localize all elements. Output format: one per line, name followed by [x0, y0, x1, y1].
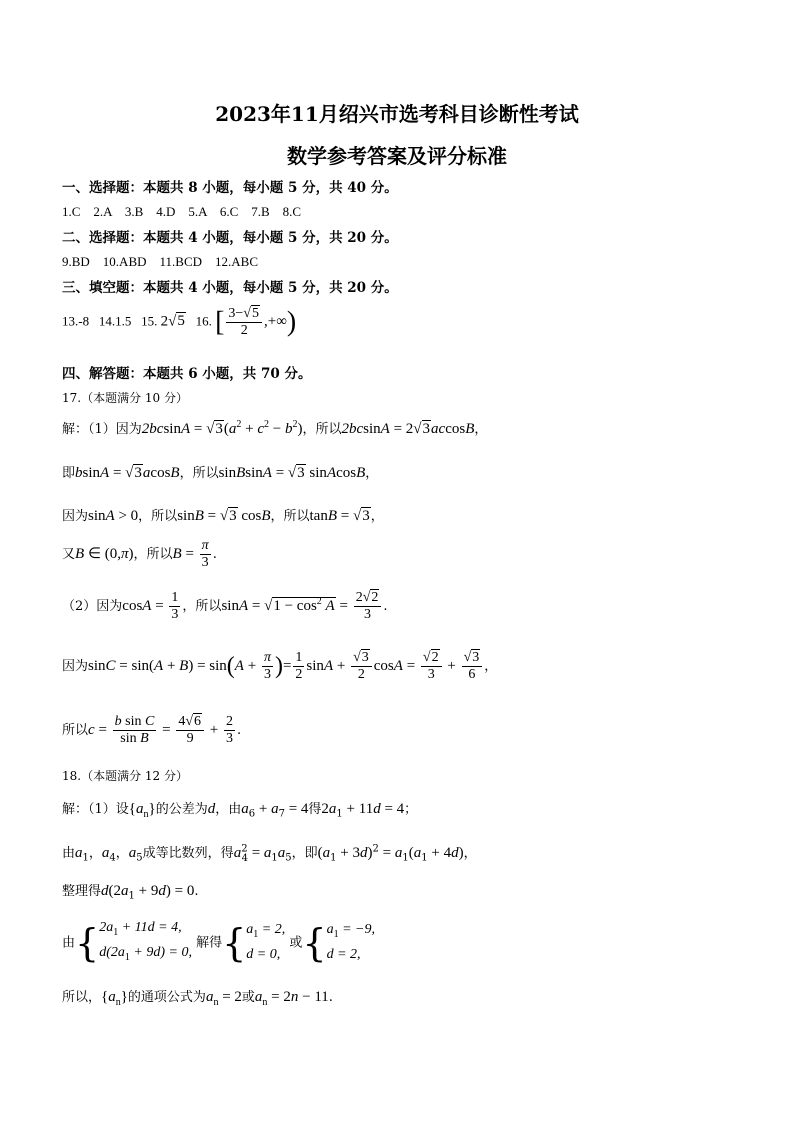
q17-line6: 因为sinC = sin(A + B) = sin(A + $\frac{\pi}{3}$ )= $\frac{1}{2}$ sinA + $\frac{√3}{2}$ cosA = $\frac{√2}{3}$ + $\frac{√3}{6}$ ， [62, 650, 498, 682]
section-4-heading: 四、解答题：本题共 6 小题，共 70 分。 [62, 366, 312, 382]
q18-line2: 由$a_1$，$a_4$，$a_5$成等比数列，得$a^2_4 = a_1a_5$，即$(a_1 + 3d)^2 = a_1(a_1 + 4d)$， [62, 843, 477, 864]
doc-title: 2023年11月绍兴市选考科目诊断性考试 [215, 102, 579, 126]
q18-line4: 由{$2a_1 + 11d = 4$, $d(2a_1 + 9d) = 0$, 解得{$a_1 = 2$, d = 0, 或{$a_1 = -9$, d = 2, [62, 920, 375, 965]
answer-15-label: 15. [141, 313, 158, 329]
answer-14: 14.1.5 [98, 313, 132, 329]
answer-16: [ [215, 306, 225, 338]
section-2-heading: 二、选择题：本题共 4 小题，每小题 5 分，共 20 分。 [62, 230, 398, 246]
q17-line3: 因为sinA > 0，所以sinB = √3 cosB，所以tanB = √3， [62, 508, 384, 524]
section-1-answers: 1.C 2.A 3.B 4.D 5.A 6.C 7.B 8.C [62, 204, 302, 219]
section-2-answers: 9.BD 10.ABD 11.BCD 12.ABC [62, 254, 258, 269]
q17-line1: 解：（1）因为$2bcsinA = √3(a^2 + c^2 - b^2)$，所以2bcsinA = 2√3accosB， [62, 419, 488, 437]
doc-subtitle: 数学参考答案及评分标准 [287, 144, 507, 168]
q17-line5: （2）因为cosA = $\frac{1}{3}$ ，所以$\sin A = √1 - \cos^2 A$ = $\frac{2√2}{3}$ . [62, 590, 388, 622]
q18-line3: 整理得$d(2a_1 + 9d) = 0$. [62, 883, 199, 902]
section-3-heading: 三、填空题：本题共 4 小题，每小题 5 分，共 20 分。 [62, 280, 398, 296]
q17-header: 17.（本题满分 10 分） [62, 391, 188, 405]
q17-line2: 即bsinA = √3acosB，所以sinBsinA = √3 sinAcosB， [62, 465, 379, 481]
section-1-heading: 一、选择题：本题共 8 小题，每小题 5 分，共 40 分。 [62, 180, 398, 196]
q17-line4: 又B ∈ (0,π)，所以B = $\frac{\pi}{3}$ . [62, 538, 217, 570]
answer-15: 2√5 [160, 313, 185, 330]
answer-13: 13.-8 [62, 313, 90, 329]
q18-line1: 解：（1）设$\{a_n\}$的公差为d，由$a_6 + a_7 = 4$得$2a_1 + 11d = 4$； [62, 801, 418, 820]
q18-line5: 所以，$\{a_n\}$的通项公式为$a_n = 2$或$a_n = 2n - 11$. [62, 989, 333, 1008]
section-3-answers: 13.-8 14.1.5 15. 2√5 16. [ $\frac{3-√5}{2}$ ,+∞) [62, 306, 297, 338]
answer-16-label: 16. [195, 313, 212, 329]
q17-line7: 所以c = $\frac{\text{b sin C}}{\text{sin B}}$ = $\frac{4√6}{9}$ + $\frac{2}{3}$ . [62, 714, 242, 746]
q18-header: 18.（本题满分 12 分） [62, 769, 188, 783]
